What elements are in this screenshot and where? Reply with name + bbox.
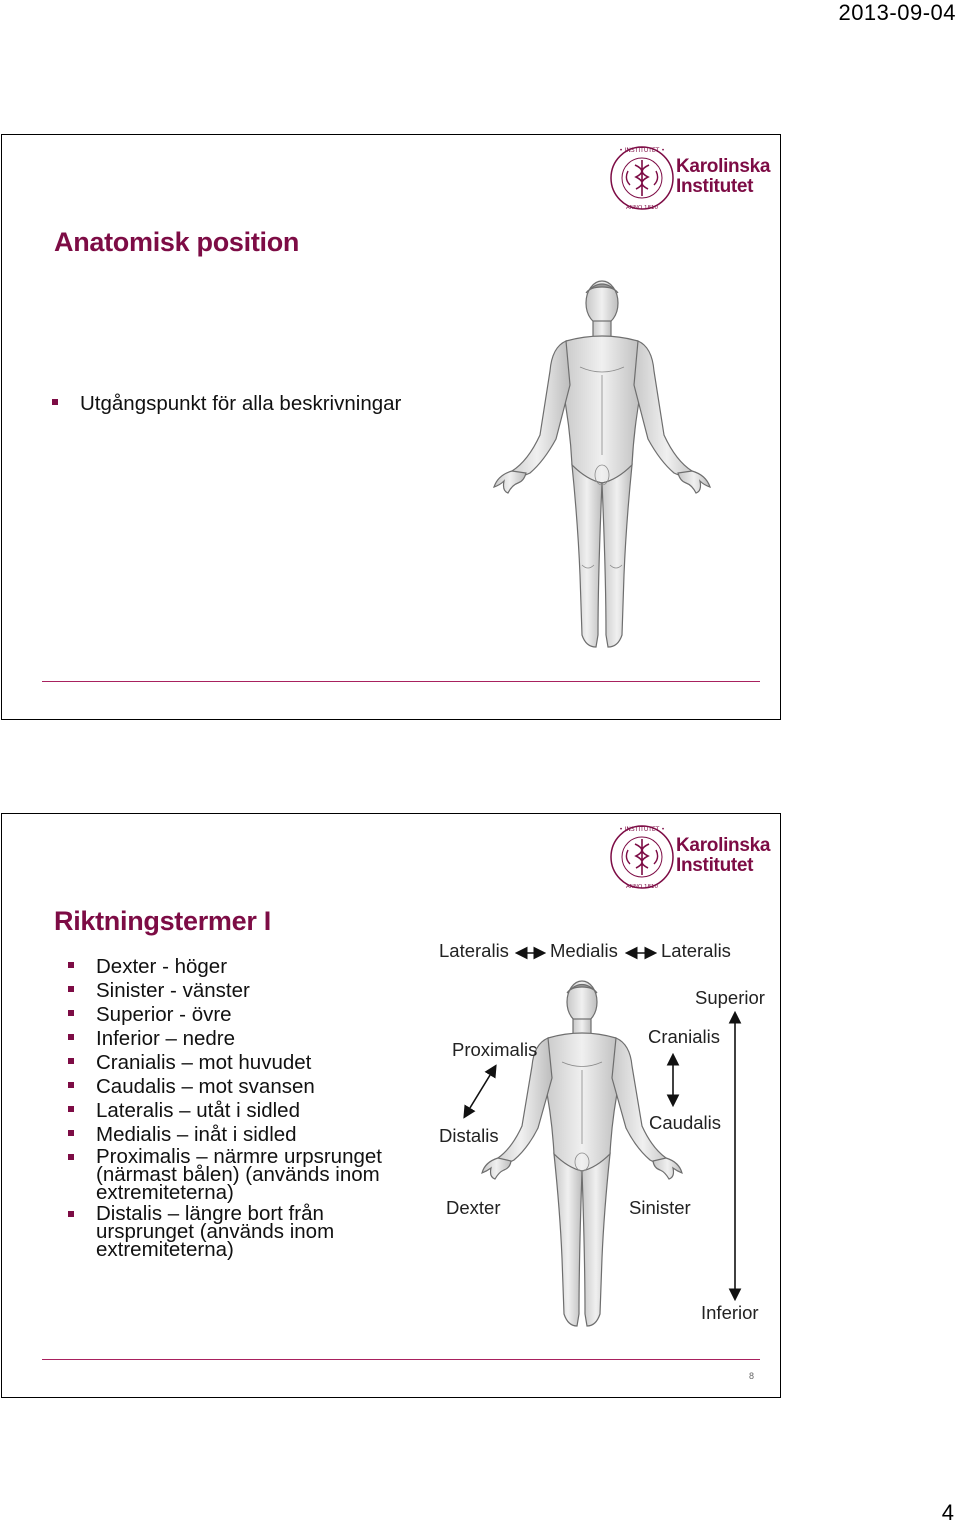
svg-text:• INSTITUTET •: • INSTITUTET • [619, 826, 665, 833]
bullet-item: Lateralis – utåt i sidled [54, 1100, 414, 1121]
footer-line [42, 681, 760, 682]
slide-riktningstermer [1, 813, 781, 1398]
proximal-distal-arrow [465, 1067, 495, 1116]
label-cranialis: Cranialis [648, 1026, 720, 1047]
label-inferior: Inferior [701, 1302, 759, 1323]
bullet-list [38, 393, 401, 417]
page-number: 4 [941, 1500, 954, 1525]
slide-number: 8 [748, 1371, 754, 1381]
label-lateralis-left: Lateralis [439, 940, 509, 961]
label-superior: Superior [695, 987, 765, 1008]
label-proximalis: Proximalis [452, 1039, 538, 1060]
label-caudalis: Caudalis [649, 1112, 721, 1133]
direction-arrows [2, 814, 780, 1397]
bullet-item: Inferior – nedre [54, 1028, 414, 1049]
ki-seal-icon [608, 143, 676, 213]
bullet-item: Superior - övre [54, 1004, 414, 1025]
bullet-item: Caudalis – mot svansen [54, 1076, 414, 1097]
karolinska-logo [608, 143, 771, 218]
logo-line-1: Karolinska [676, 156, 771, 177]
svg-text:ANNO 1810: ANNO 1810 [625, 205, 659, 211]
svg-text:• INSTITUTET •: • INSTITUTET • [619, 147, 665, 154]
footer-line [42, 1359, 760, 1360]
bullet-item: Distalis – längre bort från ursprunget (används inom extremiteterna) [54, 1205, 414, 1259]
bullet-item: Dexter - höger [54, 956, 414, 977]
logo-line-1: Karolinska [676, 835, 771, 856]
anatomical-figure [482, 275, 722, 655]
page-date: 2013-09-04 [838, 0, 956, 25]
label-lateralis-right: Lateralis [661, 940, 731, 961]
logo-line-2: Institutet [676, 855, 754, 876]
slide-title: Anatomisk position [54, 227, 300, 257]
label-sinister: Sinister [629, 1197, 691, 1218]
logo-wordmark [676, 157, 770, 197]
label-distalis: Distalis [439, 1125, 499, 1146]
bullet-item: Utgångspunkt för alla beskrivningar [38, 393, 401, 414]
bullet-item: Sinister - vänster [54, 980, 414, 1001]
slide-anatomisk-position [1, 134, 781, 720]
logo-line-2: Institutet [676, 176, 754, 197]
label-dexter: Dexter [446, 1197, 501, 1218]
svg-text:ANNO 1810: ANNO 1810 [625, 884, 659, 890]
bullet-item: Proximalis – närmre urpsrunget (närmast bålen) (används inom extremiteterna) [54, 1148, 414, 1202]
label-medialis: Medialis [550, 940, 618, 961]
bullet-item: Medialis – inåt i sidled [54, 1124, 414, 1145]
slide-title: Riktningstermer I [54, 906, 271, 936]
bullet-item: Cranialis – mot huvudet [54, 1052, 414, 1073]
